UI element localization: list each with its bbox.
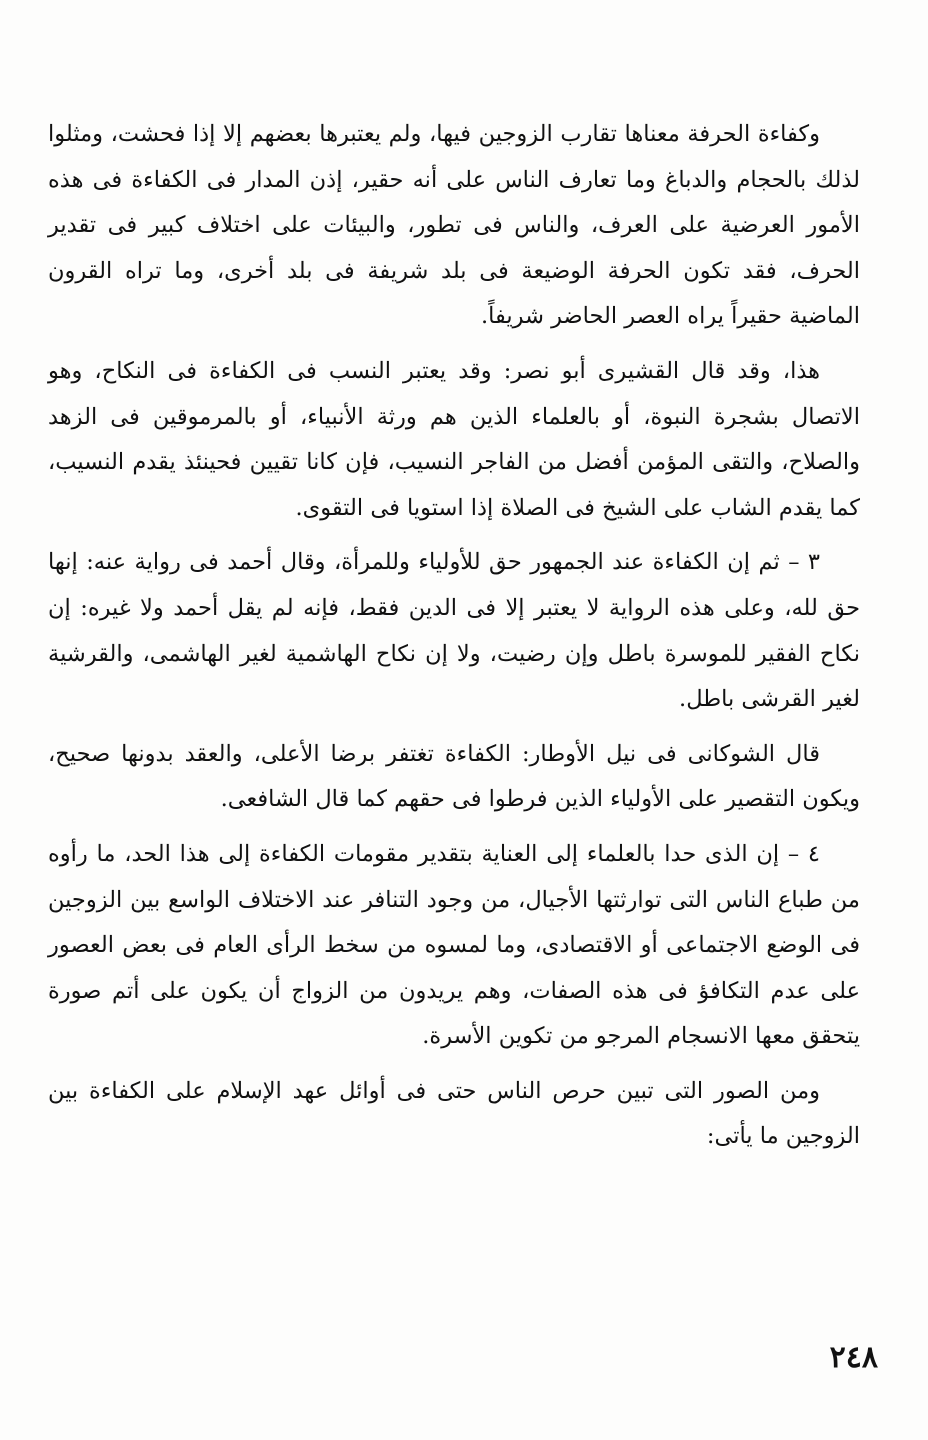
paragraph-qushayri-lineage: هذا، وقد قال القشيرى أبو نصر: وقد يعتبر النسب فى الكفاءة فى النكاح، وهو الاتصال بشجرة النبوة، أو بالعلماء الذين هم ورثة الأنبياء، أو بالمرموقين فى الزهد والصلاح، والتقى المؤمن أفضل من الفاجر النسيب، فإن كانا تقيين فحينئذ يقدم النسيب، كما يقدم الشاب على الشيخ فى الصلاة إذا استويا فى التقوى. [48,357,860,521]
paragraph-point-3: ٣ – ثم إن الكفاءة عند الجمهور حق للأولياء وللمرأة، وقال أحمد فى رواية عنه: إنها حق لله، وعلى هذه الرواية لا يعتبر إلا فى الدين فقط، فإنه لم يقل أحمد ولا غيره: إن نكاح الفقير للموسرة باطل وإن رضيت، ولا إن نكاح الهاشمية لغير الهاشمى، والقرشية لغير القرشى باطل. [48,549,860,713]
paragraph-shawkani: قال الشوكانى فى نيل الأوطار: الكفاءة تغتفر برضا الأعلى، والعقد بدونها صحيح، ويكون التقصير على الأولياء الذين فرطوا فى حقهم كما قال الشافعى. [48,740,860,813]
paragraph-craft-equality: وكفاءة الحرفة معناها تقارب الزوجين فيها، ولم يعتبرها بعضهم إلا إذا فحشت، ومثلوا لذلك بالحجام والدباغ وما تعارف الناس على أنه حقير، إذن المدار فى الكفاءة فى هذه الأمور العرضية على العرف، والناس فى تطور، والبيئات على اختلاف كبير فى تقدير الحرف، فقد تكون الحرفة الوضيعة فى بلد شريفة فى بلد أخرى، وما تراه القرون الماضية حقيراً يراه العصر الحاضر شريفاً. [48,121,860,330]
paragraph-point-4: ٤ – إن الذى حدا بالعلماء إلى العناية بتقدير مقومات الكفاءة إلى هذا الحد، ما رأوه من طباع الناس التى توارثتها الأجيال، من وجود التنافر عند الاختلاف الواسع بين الزوجين فى الوضع الاجتماعى أو الاقتصادى، وما لمسوه من سخط الرأى العام فى بعض العصور على عدم التكافؤ فى هذه الصفات، وهم يريدون من الزواج أن يكون على أتم صورة يتحقق معها الانسجام المرجو من تكوين الأسرة. [48,840,860,1050]
paragraph-examples-intro: ومن الصور التى تبين حرص الناس حتى فى أوائل عهد الإسلام على الكفاءة بين الزوجين ما يأتى: [48,1077,860,1150]
page-number: ٢٤٨ [829,1340,878,1375]
body-text [48,112,860,1169]
